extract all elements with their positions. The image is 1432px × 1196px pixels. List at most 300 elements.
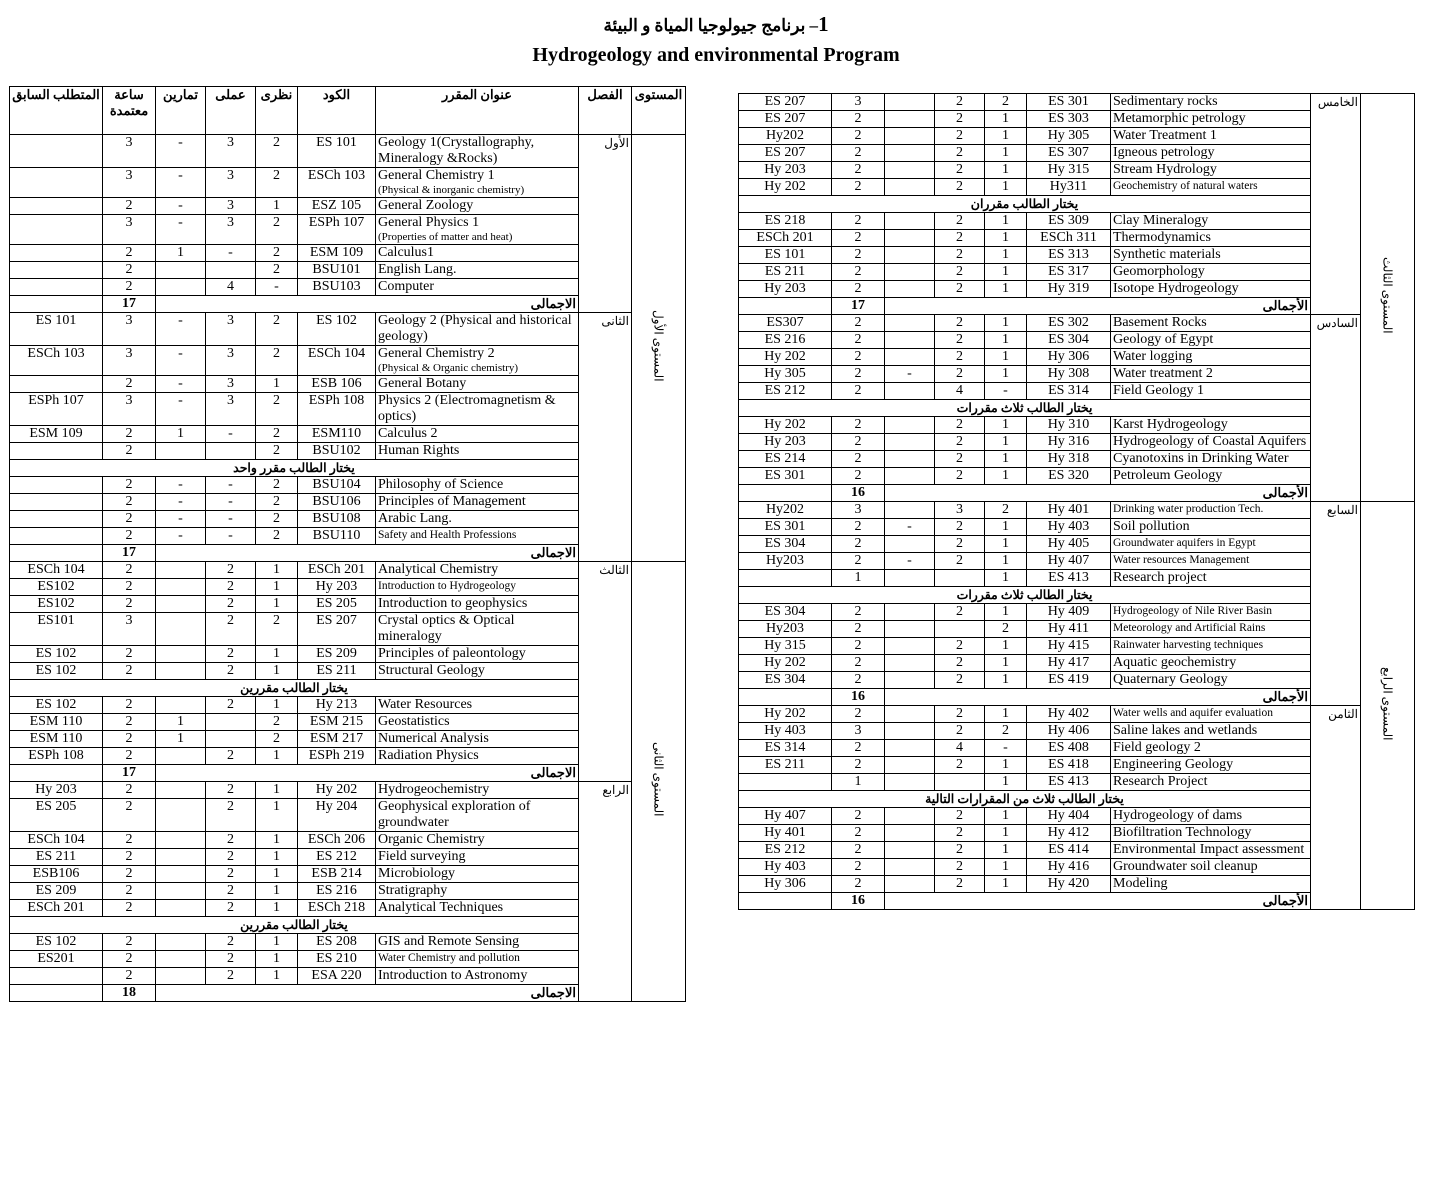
practical-cell: 2 (935, 94, 985, 111)
credit-cell: 2 (832, 264, 885, 281)
course-title: Rainwater harvesting techniques (1113, 639, 1264, 651)
practical-cell (206, 262, 256, 279)
prereq-cell (10, 968, 103, 985)
exercise-cell (885, 111, 935, 128)
course-title: Field geology 2 (1113, 740, 1201, 755)
total-value: 16 (832, 485, 885, 502)
code-cell: Hy 405 (1027, 536, 1111, 553)
title-cell (1111, 859, 1311, 876)
practical-cell: 2 (935, 808, 985, 825)
exercise-cell: 1 (156, 714, 206, 731)
exercise-cell (885, 570, 935, 587)
level-cell (1361, 94, 1415, 502)
credit-cell: 2 (103, 443, 156, 460)
credit-cell: 2 (103, 596, 156, 613)
exercise-cell: - (156, 393, 206, 426)
exercise-cell (156, 646, 206, 663)
practical-cell: 4 (206, 279, 256, 296)
course-title: Analytical Techniques (378, 900, 504, 915)
exercise-cell (156, 900, 206, 917)
title-cell (1111, 451, 1311, 468)
exercise-cell (156, 748, 206, 765)
theory-cell: 1 (985, 859, 1027, 876)
elective-note: يختار الطالب مقرران (739, 196, 1311, 213)
prereq-cell: ES 212 (739, 383, 832, 400)
prereq-cell: ES201 (10, 951, 103, 968)
code-cell: Hy 415 (1027, 638, 1111, 655)
course-title: General Chemistry 2 (378, 346, 495, 361)
prereq-cell: Hy 407 (739, 808, 832, 825)
title-cell (1111, 706, 1311, 723)
exercise-cell (885, 859, 935, 876)
title-cell (1111, 468, 1311, 485)
title-cell (376, 900, 579, 917)
practical-cell: 2 (206, 832, 256, 849)
exercise-cell (885, 536, 935, 553)
elective-note: يختار الطالب ثلاث من المقرارات التالية (739, 791, 1311, 808)
practical-cell (206, 731, 256, 748)
total-label: الاجمالى (156, 765, 579, 782)
code-cell: Hy 420 (1027, 876, 1111, 893)
practical-cell (935, 570, 985, 587)
exercise-cell (885, 740, 935, 757)
col-prereq: المتطلب السابق (10, 87, 103, 135)
prereq-cell: ESPh 108 (10, 748, 103, 765)
practical-cell: 2 (935, 315, 985, 332)
course-title: Clay Mineralogy (1113, 213, 1209, 228)
code-cell: Hy 407 (1027, 553, 1111, 570)
credit-cell: 3 (832, 94, 885, 111)
practical-cell: 3 (206, 215, 256, 245)
course-title: General Botany (378, 376, 467, 391)
course-title: Water Resources (378, 697, 473, 712)
code-cell: ES 419 (1027, 672, 1111, 689)
exercise-cell (885, 434, 935, 451)
exercise-cell (156, 562, 206, 579)
total-label: الاجمالى (156, 985, 579, 1002)
blank-cell (739, 485, 832, 502)
practical-cell: - (206, 426, 256, 443)
credit-cell: 3 (103, 168, 156, 198)
exercise-cell (885, 383, 935, 400)
credit-cell: 2 (832, 757, 885, 774)
exercise-cell (156, 613, 206, 646)
prereq-cell: ES 101 (739, 247, 832, 264)
practical-cell: 2 (935, 638, 985, 655)
theory-cell: 1 (256, 900, 298, 917)
course-title: Research Project (1113, 774, 1208, 789)
exercise-cell (156, 832, 206, 849)
exercise-cell (885, 230, 935, 247)
code-cell: Hy 412 (1027, 825, 1111, 842)
course-title: Research project (1113, 570, 1207, 585)
theory-cell: 1 (985, 842, 1027, 859)
practical-cell: 3 (206, 135, 256, 168)
prereq-cell: Hy 203 (739, 162, 832, 179)
code-cell: BSU106 (298, 494, 376, 511)
theory-cell: 1 (985, 774, 1027, 791)
title-cell (376, 168, 579, 198)
code-cell: ESM 109 (298, 245, 376, 262)
prereq-cell (10, 168, 103, 198)
course-title: Saline lakes and wetlands (1113, 723, 1258, 738)
prereq-cell: ES 218 (739, 213, 832, 230)
code-cell: ESPh 219 (298, 748, 376, 765)
credit-cell: 2 (832, 247, 885, 264)
exercise-cell: - (156, 135, 206, 168)
credit-cell: 2 (103, 900, 156, 917)
title-cell (1111, 519, 1311, 536)
exercise-cell (156, 782, 206, 799)
course-title: Metamorphic petrology (1113, 111, 1246, 126)
credit-cell: 2 (103, 579, 156, 596)
exercise-cell (885, 825, 935, 842)
code-cell: Hy 403 (1027, 519, 1111, 536)
practical-cell: 2 (206, 968, 256, 985)
prereq-cell: ES 102 (10, 934, 103, 951)
credit-cell: 2 (103, 376, 156, 393)
credit-cell: 2 (832, 536, 885, 553)
title-cell (1111, 230, 1311, 247)
code-cell: ES 216 (298, 883, 376, 900)
exercise-cell (885, 213, 935, 230)
code-cell: ES 313 (1027, 247, 1111, 264)
prereq-cell: ES 205 (10, 799, 103, 832)
level-label: المستوى الأول (651, 310, 666, 382)
course-title: Geology of Egypt (1113, 332, 1214, 347)
elective-note: يختار الطالب ثلاث مقررات (739, 587, 1311, 604)
title-cell (1111, 111, 1311, 128)
practical-cell: 2 (206, 934, 256, 951)
prereq-cell: Hy 315 (739, 638, 832, 655)
course-title: Crystal optics & Optical mineralogy (378, 613, 515, 644)
theory-cell: 2 (256, 168, 298, 198)
theory-cell: 2 (256, 215, 298, 245)
practical-cell: 2 (935, 247, 985, 264)
practical-cell: 2 (935, 468, 985, 485)
prereq-cell: ES 304 (739, 604, 832, 621)
theory-cell: 1 (985, 451, 1027, 468)
title-cell (376, 799, 579, 832)
course-title: Synthetic materials (1113, 247, 1221, 262)
practical-cell: - (206, 477, 256, 494)
title-cell (376, 313, 579, 346)
col-level: المستوى (632, 87, 686, 135)
exercise-cell: - (156, 494, 206, 511)
total-label: الأجمالى (885, 298, 1311, 315)
prereq-cell: ESM 110 (10, 731, 103, 748)
credit-cell: 2 (832, 451, 885, 468)
title-cell (376, 562, 579, 579)
prereq-cell: ES 102 (10, 646, 103, 663)
code-cell: Hy 308 (1027, 366, 1111, 383)
practical-cell: 2 (935, 706, 985, 723)
theory-cell: 2 (256, 714, 298, 731)
course-title: Cyanotoxins in Drinking Water (1113, 451, 1289, 466)
course-title: Principles of Management (378, 494, 526, 509)
practical-cell: 2 (935, 434, 985, 451)
title-cell (1111, 536, 1311, 553)
prereq-cell: Hy 202 (739, 706, 832, 723)
title-cell (376, 596, 579, 613)
course-title: GIS and Remote Sensing (378, 934, 520, 949)
title-cell (376, 968, 579, 985)
practical-cell: 2 (935, 876, 985, 893)
course-title: General Physics 1 (378, 215, 480, 230)
total-value: 16 (832, 689, 885, 706)
practical-cell: 2 (206, 646, 256, 663)
prereq-cell (10, 135, 103, 168)
theory-cell: 1 (985, 230, 1027, 247)
course-title: Safety and Health Professions (378, 529, 517, 541)
theory-cell: 1 (985, 876, 1027, 893)
exercise-cell: - (156, 376, 206, 393)
prereq-cell: Hy 202 (739, 179, 832, 196)
course-subtitle: (Physical & Organic chemistry) (378, 362, 519, 374)
prereq-cell: Hy 202 (739, 417, 832, 434)
credit-cell: 2 (103, 731, 156, 748)
exercise-cell: - (885, 519, 935, 536)
practical-cell: - (206, 511, 256, 528)
total-value: 17 (103, 765, 156, 782)
title-cell (376, 443, 579, 460)
credit-cell: 2 (832, 655, 885, 672)
practical-cell: 2 (935, 825, 985, 842)
code-cell: ES 413 (1027, 774, 1111, 791)
exercise-cell (885, 264, 935, 281)
title-cell (1111, 264, 1311, 281)
code-cell: Hy 416 (1027, 859, 1111, 876)
practical-cell: 2 (206, 799, 256, 832)
credit-cell: 3 (103, 346, 156, 376)
credit-cell: 2 (103, 426, 156, 443)
code-cell: ES 211 (298, 663, 376, 680)
total-value: 17 (832, 298, 885, 315)
title-cell (1111, 604, 1311, 621)
practical-cell: 3 (206, 376, 256, 393)
exercise-cell (156, 951, 206, 968)
theory-cell: 1 (985, 162, 1027, 179)
course-title: Water Treatment 1 (1113, 128, 1217, 143)
title-cell (376, 714, 579, 731)
theory-cell: 1 (985, 638, 1027, 655)
practical-cell: 2 (935, 281, 985, 298)
credit-cell: 2 (103, 198, 156, 215)
prereq-cell: ES 207 (739, 145, 832, 162)
exercise-cell (885, 808, 935, 825)
course-title: Soil pollution (1113, 519, 1190, 534)
exercise-cell (156, 279, 206, 296)
title-cell (376, 528, 579, 545)
credit-cell: 2 (832, 553, 885, 570)
theory-cell: 1 (985, 417, 1027, 434)
course-title: Geochemistry of natural waters (1113, 180, 1258, 192)
code-cell: ES 414 (1027, 842, 1111, 859)
course-title: Organic Chemistry (378, 832, 485, 847)
practical-cell: 2 (935, 655, 985, 672)
course-row (10, 782, 686, 799)
title-cell (1111, 570, 1311, 587)
total-label: الأجمالى (885, 485, 1311, 502)
prereq-cell: Hy202 (739, 502, 832, 519)
credit-cell: 2 (832, 315, 885, 332)
title-cell (1111, 638, 1311, 655)
prereq-cell: ES 301 (739, 519, 832, 536)
theory-cell: 1 (256, 782, 298, 799)
theory-cell: 1 (985, 332, 1027, 349)
course-title: Thermodynamics (1113, 230, 1211, 245)
credit-cell: 2 (103, 245, 156, 262)
credit-cell: 2 (103, 477, 156, 494)
theory-cell: 2 (256, 443, 298, 460)
course-title: Geomorphology (1113, 264, 1205, 279)
prereq-cell: ES 102 (10, 697, 103, 714)
title-cell (1111, 434, 1311, 451)
semester-cell: الثامن (1311, 706, 1361, 910)
prereq-cell: ESCh 103 (10, 346, 103, 376)
prereq-cell: Hy203 (739, 621, 832, 638)
title-cell (376, 494, 579, 511)
practical-cell: 2 (935, 553, 985, 570)
practical-cell: 3 (206, 313, 256, 346)
title-cell (376, 376, 579, 393)
prereq-cell (739, 570, 832, 587)
course-row (739, 315, 1415, 332)
level-cell (632, 562, 686, 1002)
prereq-cell: ESCh 201 (10, 900, 103, 917)
course-title: Calculus1 (378, 245, 434, 260)
practical-cell: 2 (935, 451, 985, 468)
code-cell: ESPh 107 (298, 215, 376, 245)
theory-cell: 2 (256, 245, 298, 262)
practical-cell: 2 (206, 562, 256, 579)
credit-cell: 2 (103, 866, 156, 883)
title-cell (1111, 876, 1311, 893)
exercise-cell (885, 349, 935, 366)
course-title: Stratigraphy (378, 883, 448, 898)
code-cell: ES 314 (1027, 383, 1111, 400)
col-practical: عملى (206, 87, 256, 135)
course-title: Hydrogeology of Coastal Aquifers (1113, 434, 1307, 449)
course-title: Sedimentary rocks (1113, 94, 1218, 109)
page-title-english: Hydrogeology and environmental Program (532, 44, 900, 66)
theory-cell: 1 (256, 376, 298, 393)
credit-cell: 2 (103, 663, 156, 680)
practical-cell (206, 443, 256, 460)
prereq-cell (10, 215, 103, 245)
code-cell: ES 309 (1027, 213, 1111, 230)
prereq-cell (739, 774, 832, 791)
title-cell (376, 663, 579, 680)
credit-cell: 3 (103, 215, 156, 245)
theory-cell: - (985, 383, 1027, 400)
title-cell (1111, 162, 1311, 179)
prereq-cell: Hy 305 (739, 366, 832, 383)
theory-cell: 1 (985, 247, 1027, 264)
code-cell: ESB 106 (298, 376, 376, 393)
prereq-cell: ES101 (10, 613, 103, 646)
code-cell: Hy311 (1027, 179, 1111, 196)
title-cell (376, 393, 579, 426)
title-cell (376, 883, 579, 900)
title-cell (1111, 179, 1311, 196)
elective-note: يختار الطالب مقرر واحد (10, 460, 579, 477)
theory-cell: 2 (256, 494, 298, 511)
course-title: Igneous petrology (1113, 145, 1215, 160)
exercise-cell (156, 866, 206, 883)
semester-cell: الثانى (579, 313, 632, 562)
level-cell (632, 135, 686, 562)
prereq-cell (10, 262, 103, 279)
code-cell: ESCh 201 (298, 562, 376, 579)
theory-cell: 1 (985, 111, 1027, 128)
credit-cell: 2 (832, 842, 885, 859)
code-cell: ESCh 104 (298, 346, 376, 376)
theory-cell: 2 (985, 621, 1027, 638)
code-cell: ES 304 (1027, 332, 1111, 349)
code-cell: ES 210 (298, 951, 376, 968)
level-label: المستوى الثانى (651, 742, 666, 817)
course-title: Quaternary Geology (1113, 672, 1228, 687)
prereq-cell: Hy 203 (739, 434, 832, 451)
page-title-arabic (0, 12, 1432, 37)
prereq-cell: ES102 (10, 579, 103, 596)
total-value: 18 (103, 985, 156, 1002)
practical-cell: 2 (206, 748, 256, 765)
course-title: Field surveying (378, 849, 466, 864)
practical-cell: 2 (935, 145, 985, 162)
prereq-cell: ESM 109 (10, 426, 103, 443)
credit-cell: 2 (103, 279, 156, 296)
exercise-cell (885, 876, 935, 893)
practical-cell: 2 (935, 842, 985, 859)
theory-cell: 1 (985, 553, 1027, 570)
total-label: الاجمالى (156, 296, 579, 313)
prereq-cell: Hy 202 (739, 349, 832, 366)
course-title: Environmental Impact assessment (1113, 842, 1305, 857)
title-cell (376, 951, 579, 968)
blank-cell (739, 689, 832, 706)
code-cell: ES 408 (1027, 740, 1111, 757)
credit-cell: 3 (832, 502, 885, 519)
title-cell (376, 198, 579, 215)
course-title: Water wells and aquifer evaluation (1113, 707, 1274, 719)
code-cell: BSU103 (298, 279, 376, 296)
credit-cell: 3 (832, 723, 885, 740)
exercise-cell (885, 162, 935, 179)
credit-cell: 2 (832, 111, 885, 128)
course-title: Meteorology and Artificial Rains (1113, 622, 1266, 634)
title-cell (1111, 315, 1311, 332)
semester-cell: الأول (579, 135, 632, 313)
code-cell: Hy 213 (298, 697, 376, 714)
title-cell (1111, 825, 1311, 842)
course-title: General Zoology (378, 198, 474, 213)
blank-cell (10, 765, 103, 782)
title-cell (1111, 502, 1311, 519)
credit-cell: 1 (832, 570, 885, 587)
course-title: Water treatment 2 (1113, 366, 1213, 381)
code-cell: ES 418 (1027, 757, 1111, 774)
course-title: Hydrogeology of dams (1113, 808, 1243, 823)
course-title: Aquatic geochemistry (1113, 655, 1237, 670)
title-cell (376, 579, 579, 596)
code-cell: Hy 401 (1027, 502, 1111, 519)
col-semester: الفصل (579, 87, 632, 135)
credit-cell: 2 (103, 697, 156, 714)
credit-cell: 2 (832, 672, 885, 689)
practical-cell: 2 (206, 866, 256, 883)
